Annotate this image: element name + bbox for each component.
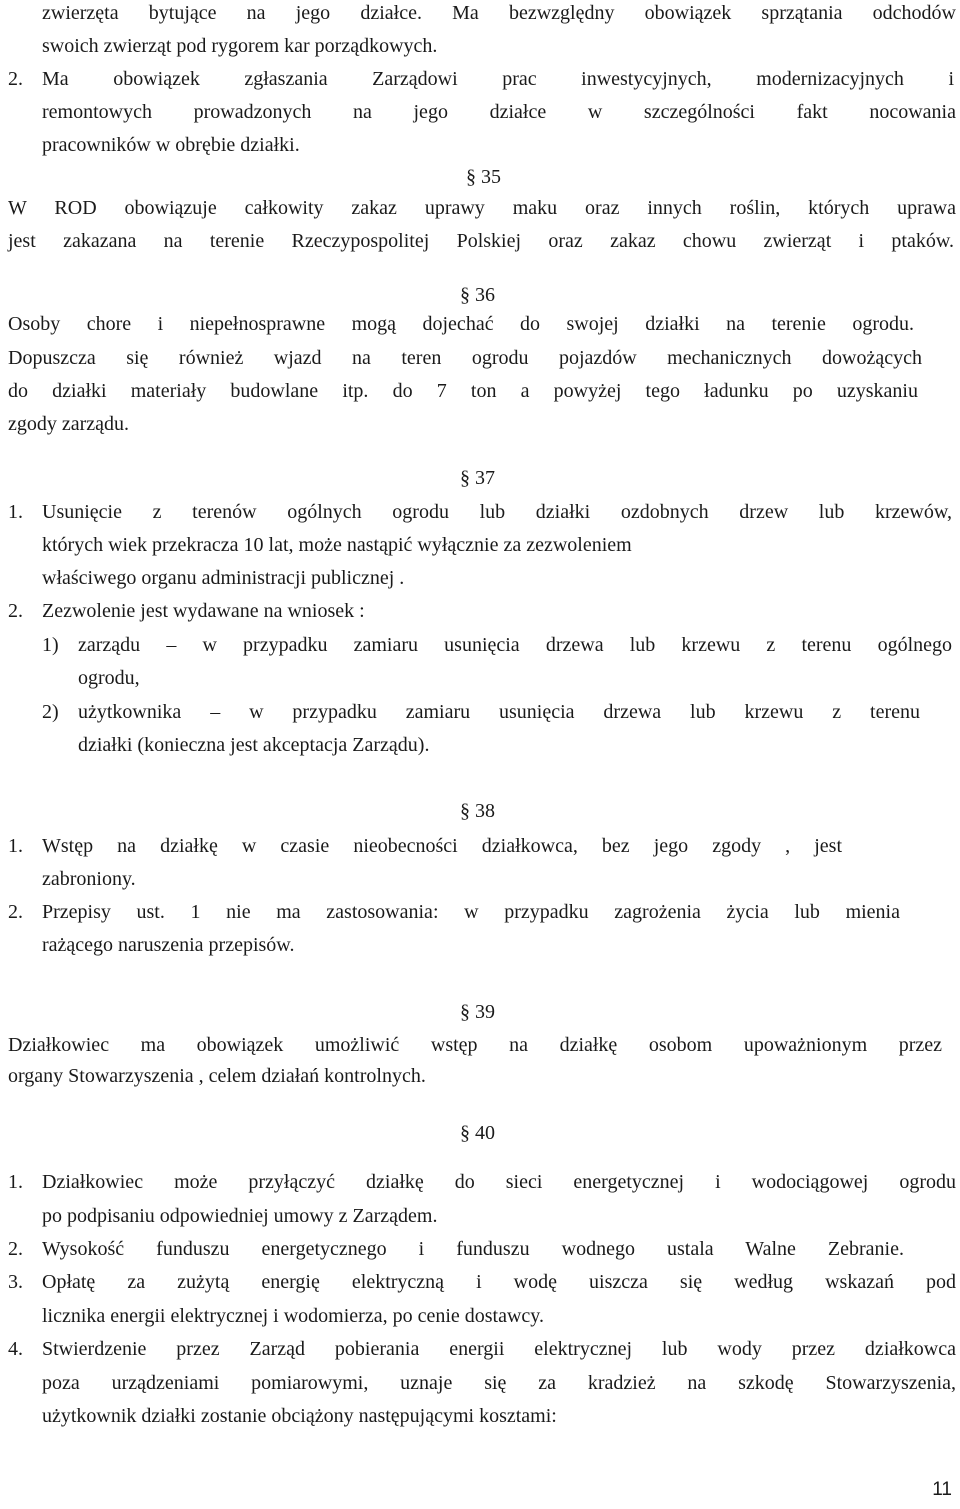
section-heading: § 38 xyxy=(460,800,495,822)
paragraph-line: zarządu – w przypadku zamiaru usunięcia drzewa lub krzewu z terenu ogólnego xyxy=(78,634,952,656)
section-heading: § 35 xyxy=(466,166,501,188)
list-number: 2. xyxy=(8,600,23,622)
paragraph-line: Usunięcie z terenów ogólnych ogrodu lub działki ozdobnych drzew lub krzewów, xyxy=(42,501,952,523)
paragraph-line: zwierzęta bytujące na jego działce. Ma bezwzględny obowiązek sprzątania odchodów xyxy=(42,2,956,24)
paragraph-line: licznika energii elektrycznej i wodomierza, po cenie dostawcy. xyxy=(42,1305,545,1327)
paragraph-line: Stwierdzenie przez Zarząd pobierania energii elektrycznej lub wody przez działkowca xyxy=(42,1338,956,1360)
paragraph-line: pracowników w obrębie działki. xyxy=(42,134,300,156)
paragraph-line: zabroniony. xyxy=(42,868,136,890)
paragraph-line: Działkowiec ma obowiązek umożliwić wstęp na działkę osobom upoważnionym przez xyxy=(8,1034,942,1056)
paragraph-line: Wysokość funduszu energetycznego i funduszu wodnego ustala Walne Zebranie. xyxy=(42,1238,904,1260)
paragraph-line: Działkowiec może przyłączyć działkę do sieci energetycznej i wodociągowej ogrodu xyxy=(42,1171,956,1193)
section-heading: § 37 xyxy=(460,467,495,489)
list-number: 2. xyxy=(8,68,23,90)
list-number: 2. xyxy=(8,901,23,923)
paragraph-line: Przepisy ust. 1 nie ma zastosowania: w przypadku zagrożenia życia lub mienia xyxy=(42,901,900,923)
list-number: 4. xyxy=(8,1338,23,1360)
list-number: 2. xyxy=(8,1238,23,1260)
list-number: 1. xyxy=(8,835,23,857)
page-number: 11 xyxy=(932,1479,952,1500)
paragraph-line: jest zakazana na terenie Rzeczypospolitej Polskiej oraz zakaz chowu zwierząt i ptaków. xyxy=(8,230,954,252)
list-number: 1. xyxy=(8,501,23,523)
list-number: 2) xyxy=(42,701,59,723)
paragraph-line: Ma obowiązek zgłaszania Zarządowi prac inwestycyjnych, modernizacyjnych i xyxy=(42,68,954,90)
paragraph-line: Osoby chore i niepełnosprawne mogą dojechać do swojej działki na terenie ogrodu. xyxy=(8,313,914,335)
paragraph-line: po podpisaniu odpowiedniej umowy z Zarządem. xyxy=(42,1205,438,1227)
list-number: 3. xyxy=(8,1271,23,1293)
paragraph-line: których wiek przekracza 10 lat, może nastąpić wyłącznie za zezwoleniem xyxy=(42,534,632,556)
paragraph-line: ogrodu, xyxy=(78,667,140,689)
paragraph-line: zgody zarządu. xyxy=(8,413,130,435)
list-number: 1. xyxy=(8,1171,23,1193)
paragraph-line: użytkownika – w przypadku zamiaru usunięcia drzewa lub krzewu z terenu xyxy=(78,701,920,723)
paragraph-line: właściwego organu administracji publicznej . xyxy=(42,567,405,589)
paragraph-line: Wstęp na działkę w czasie nieobecności działkowca, bez jego zgody , jest xyxy=(42,835,842,857)
section-heading: § 39 xyxy=(460,1001,495,1023)
paragraph-line: Opłatę za zużytą energię elektryczną i wodę uiszcza się według wskazań pod xyxy=(42,1271,956,1293)
paragraph-line: Zezwolenie jest wydawane na wniosek : xyxy=(42,600,365,622)
list-number: 1) xyxy=(42,634,59,656)
paragraph-line: użytkownik działki zostanie obciążony następującymi kosztami: xyxy=(42,1405,557,1427)
paragraph-line: do działki materiały budowlane itp. do 7 ton a powyżej tego ładunku po uzyskaniu xyxy=(8,380,918,402)
paragraph-line: organy Stowarzyszenia , celem działań kontrolnych. xyxy=(8,1065,426,1087)
paragraph-line: W ROD obowiązuje całkowity zakaz uprawy maku oraz innych roślin, których uprawa xyxy=(8,197,956,219)
section-heading: § 40 xyxy=(460,1122,495,1144)
paragraph-line: remontowych prowadzonych na jego działce w szczególności fakt nocowania xyxy=(42,101,956,123)
section-heading: § 36 xyxy=(460,284,495,306)
paragraph-line: poza urządzeniami pomiarowymi, uznaje się za kradzież na szkodę Stowarzyszenia, xyxy=(42,1372,956,1394)
paragraph-line: działki (konieczna jest akceptacja Zarządu). xyxy=(78,734,430,756)
paragraph-line: rażącego naruszenia przepisów. xyxy=(42,934,295,956)
paragraph-line: swoich zwierząt pod rygorem kar porządkowych. xyxy=(42,35,438,57)
paragraph-line: Dopuszcza się również wjazd na teren ogrodu pojazdów mechanicznych dowożących xyxy=(8,347,922,369)
